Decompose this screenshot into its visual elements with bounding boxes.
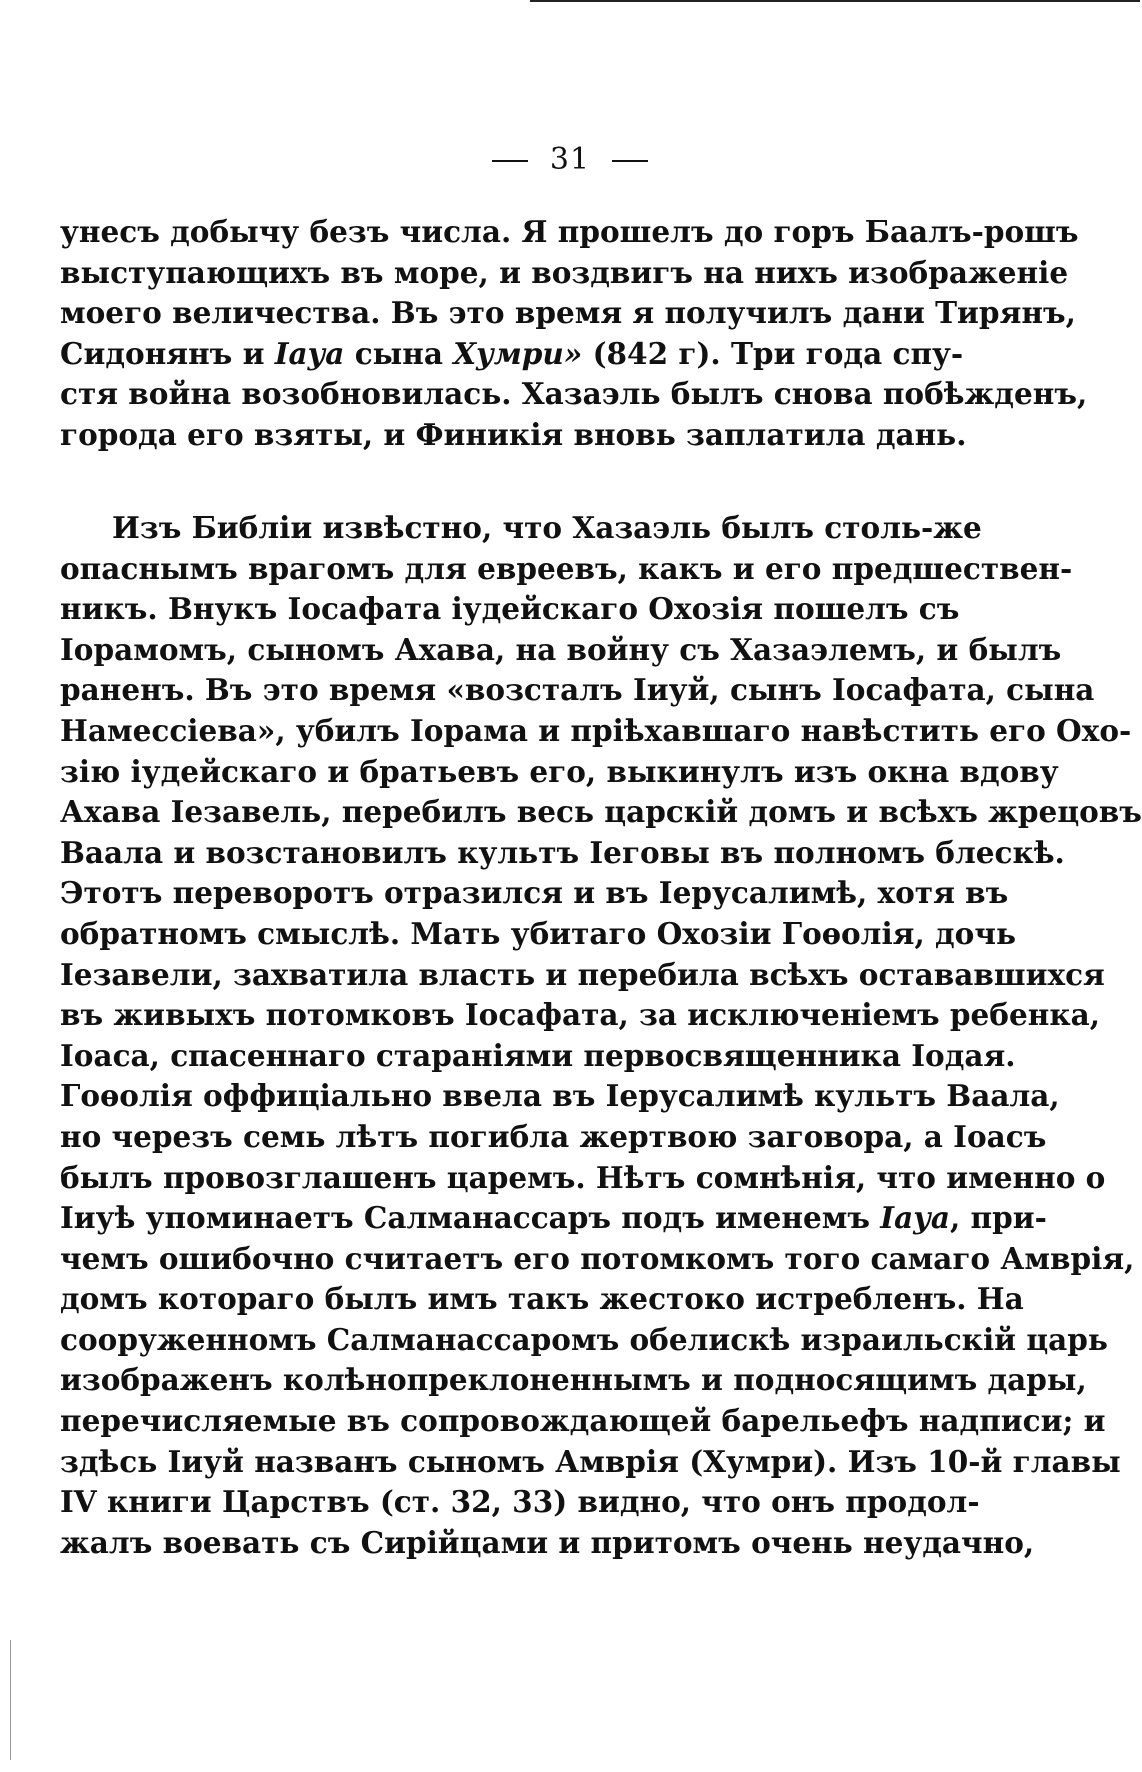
paragraph-2 bbox=[60, 508, 1142, 1563]
text-line bbox=[60, 1198, 1047, 1239]
page-number-dash-right bbox=[612, 160, 648, 162]
italic-name-humri: Хумри» bbox=[453, 335, 583, 371]
text-line: Намессіева», убилъ Іорама и пріѣхавшаго навѣстить его Охо- bbox=[60, 712, 1132, 748]
text-line: Іоаса, спасеннаго стараніями первосвященника Іодая. bbox=[60, 1037, 1016, 1073]
text-span: (842 г). Три года спу- bbox=[582, 335, 964, 371]
text-span: Сидонянъ и bbox=[60, 335, 275, 371]
italic-name-iaua: Iауа bbox=[274, 335, 345, 371]
text-line: сооруженномъ Салманассаромъ обелискѣ израильскій царь bbox=[60, 1321, 1108, 1357]
text-line: никъ. Внукъ Іосафата іудейскаго Охозія пошелъ съ bbox=[60, 591, 960, 627]
text-line: Ваала и возстановилъ культъ Іеговы въ полномъ блескѣ. bbox=[60, 834, 1065, 870]
text-line: былъ провозглашенъ царемъ. Нѣтъ сомнѣнія, что именно о bbox=[60, 1159, 1106, 1195]
left-edge-mark bbox=[10, 1640, 11, 1760]
text-line: моего величества. Въ это время я получилъ дани Тирянъ, bbox=[60, 295, 1076, 331]
page-number-value: 31 bbox=[549, 142, 591, 177]
text-line: жалъ воевать съ Сирійцами и притомъ очень неудачно, bbox=[60, 1524, 1035, 1560]
text-span: , при- bbox=[949, 1200, 1047, 1236]
text-line: IV книги Царствъ (ст. 32, 33) видно, что онъ продол- bbox=[60, 1484, 980, 1520]
text-line bbox=[60, 334, 964, 375]
text-line: Этотъ переворотъ отразился и въ Іерусалимѣ, хотя въ bbox=[60, 875, 1009, 911]
text-line: выступающихъ въ море, и воздвигъ на нихъ изображеніе bbox=[60, 254, 1069, 290]
text-span: сына bbox=[344, 335, 454, 371]
text-line: Гоѳолія оффиціально ввела въ Іерусалимѣ культъ Ваала, bbox=[60, 1078, 1060, 1114]
text-line: унесъ добычу безъ числа. Я прошелъ до горъ Баалъ-рошъ bbox=[60, 214, 1079, 249]
text-line: Іезавели, захватила власть и перебила всѣхъ остававшихся bbox=[60, 956, 1105, 992]
text-line: обратномъ смыслѣ. Мать убитаго Охозіи Гоѳолія, дочь bbox=[60, 915, 1016, 951]
text-line: но черезъ семь лѣтъ погибла жертвою заговора, а Іоасъ bbox=[60, 1118, 1047, 1154]
text-line: домъ которагo былъ имъ такъ жестоко истребленъ. На bbox=[60, 1281, 1024, 1317]
text-line: города его взяты, и Финикія вновь заплатила дань. bbox=[60, 416, 967, 452]
text-line: здѣсь Іиуй названъ сыномъ Амврія (Хумри). Изъ 10-й главы bbox=[60, 1443, 1121, 1479]
text-line: стя война возобновилась. Хазаэль былъ снова побѣжденъ, bbox=[60, 376, 1088, 412]
text-line: перечисляемые въ сопровождающей барельефъ надписи; и bbox=[60, 1403, 1106, 1439]
text-line: чемъ ошибочно считаетъ его потомкомъ того самаго Амврія, bbox=[60, 1240, 1135, 1276]
text-line: зію іудейскаго и братьевъ его, выкинулъ изъ окна вдову bbox=[60, 753, 1059, 789]
italic-name-iaua: Iауа bbox=[880, 1200, 950, 1236]
page-number bbox=[0, 142, 1140, 177]
text-line: раненъ. Въ это время «возсталъ Іиуй, сынъ Іосафата, сына bbox=[60, 672, 1095, 708]
text-line: Іорамомъ, сыномъ Ахава, на войну съ Хазаэлемъ, и былъ bbox=[60, 631, 1062, 667]
text-line: въ живыхъ потомковъ Іосафата, за исключеніемъ ребенка, bbox=[60, 997, 1101, 1033]
text-line: Изъ Библіи извѣстно, что Хазаэль былъ столь-же bbox=[112, 510, 982, 545]
text-line: опаснымъ врагомъ для евреевъ, какъ и его предшествен- bbox=[60, 550, 1073, 586]
page-number-dash-left bbox=[492, 160, 528, 162]
text-line: Ахава Іезавель, перебилъ весь царскій домъ и всѣхъ жрецовъ bbox=[60, 794, 1142, 830]
top-edge-rule bbox=[530, 0, 1140, 2]
paragraph-1 bbox=[60, 212, 1088, 456]
text-line: изображенъ колѣнопреклоненнымъ и подносящимъ дары, bbox=[60, 1362, 1087, 1398]
text-span: Іиуѣ упоминаетъ Салманассаръ подъ именемъ bbox=[60, 1200, 881, 1236]
